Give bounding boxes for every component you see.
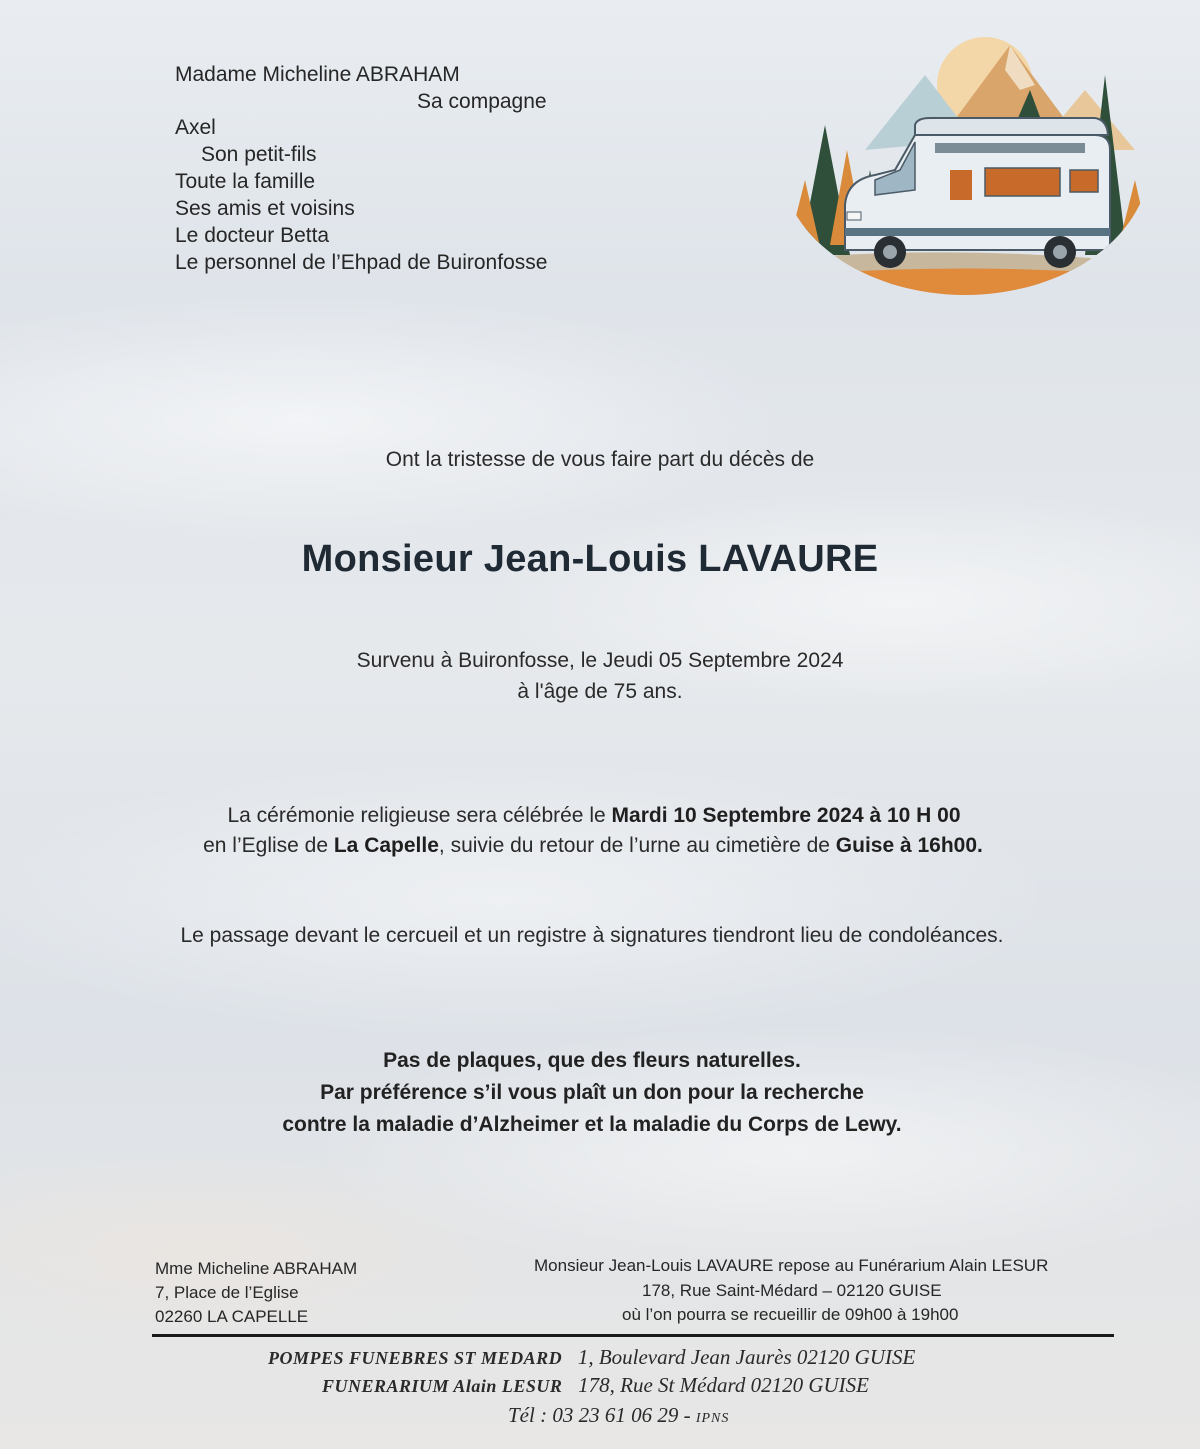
awning — [935, 143, 1085, 153]
family-line-ehpad: Le personnel de l’Ehpad de Buironfosse — [175, 251, 548, 274]
family-line-companion-name: Madame Micheline ABRAHAM — [175, 63, 460, 86]
footer-divider — [152, 1334, 1114, 1337]
ceremony-church: La Capelle — [333, 834, 439, 857]
ceremony-cemetery: Guise à 16h00. — [835, 834, 983, 857]
family-line-doctor: Le docteur Betta — [175, 224, 330, 247]
door-window — [950, 170, 972, 200]
contact-left-street: 7, Place de l’Eglise — [155, 1283, 299, 1302]
death-date-line: Survenu à Buironfosse, le Jeudi 05 Septembre 2024 — [356, 649, 844, 672]
deceased-name: Monsieur Jean-Louis LAVAURE — [301, 538, 879, 580]
fun-name: FUNERARIUM Alain LESUR — [322, 1376, 563, 1396]
ceremony-urn-text: , suivie du retour de l’urne au cimetière de — [438, 834, 836, 857]
van-stripe — [845, 228, 1110, 236]
family-line-grandson-role: Son petit-fils — [201, 143, 317, 166]
pf-address: 1, Boulevard Jean Jaurès 02120 GUISE — [577, 1345, 916, 1369]
flowers-line-3: contre la maladie d’Alzheimer et la maladie du Corps de Lewy. — [282, 1113, 902, 1136]
footer-phone — [508, 1403, 729, 1428]
fun-address: 178, Rue St Médard 02120 GUISE — [578, 1373, 869, 1397]
contact-left-city: 02260 LA CAPELLE — [155, 1307, 309, 1326]
condolences-text: Le passage devant le cercueil et un registre à signatures tiendront lieu de condoléances. — [180, 924, 1004, 947]
family-line-friends: Ses amis et voisins — [175, 197, 355, 220]
flowers-line-1: Pas de plaques, que des fleurs naturelles. — [383, 1049, 801, 1072]
funerarium-hours: où l’on pourra se recueillir de 09h00 à 19h00 — [622, 1305, 959, 1324]
ceremony-line-2 — [0, 830, 1193, 862]
family-line-companion-role: Sa compagne — [417, 90, 547, 113]
contact-left-name: Mme Micheline ABRAHAM — [155, 1259, 358, 1278]
family-line-grandson-name: Axel — [175, 116, 216, 139]
footer-pompes-funebres — [268, 1345, 915, 1370]
ceremony-church-prefix: en l’Eglise de — [203, 834, 334, 857]
pf-name: POMPES FUNEBRES ST MEDARD — [268, 1348, 563, 1368]
ceremony-prefix: La cérémonie religieuse sera célébrée le — [227, 804, 612, 827]
camper-van-forest-illustration — [775, 30, 1155, 300]
ceremony-datetime: Mardi 10 Septembre 2024 à 10 H 00 — [611, 804, 961, 827]
ceremony-line-1 — [0, 800, 1194, 832]
funerarium-address: 178, Rue Saint-Médard – 02120 GUISE — [642, 1281, 942, 1300]
family-line-family: Toute la famille — [175, 170, 316, 193]
funerarium-notice: Monsieur Jean-Louis LAVAURE repose au Funérarium Alain LESUR — [534, 1256, 1049, 1275]
age-line: à l'âge de 75 ans. — [517, 680, 683, 703]
side-window — [985, 168, 1060, 196]
intro-text: Ont la tristesse de vous faire part du décès de — [385, 448, 815, 471]
flowers-line-2: Par préférence s’il vous plaît un don pour la recherche — [320, 1081, 864, 1104]
phone-number: Tél : 03 23 61 06 29 - — [508, 1403, 691, 1427]
footer-funerarium — [322, 1373, 869, 1398]
ipns-label: IPNS — [695, 1411, 730, 1426]
